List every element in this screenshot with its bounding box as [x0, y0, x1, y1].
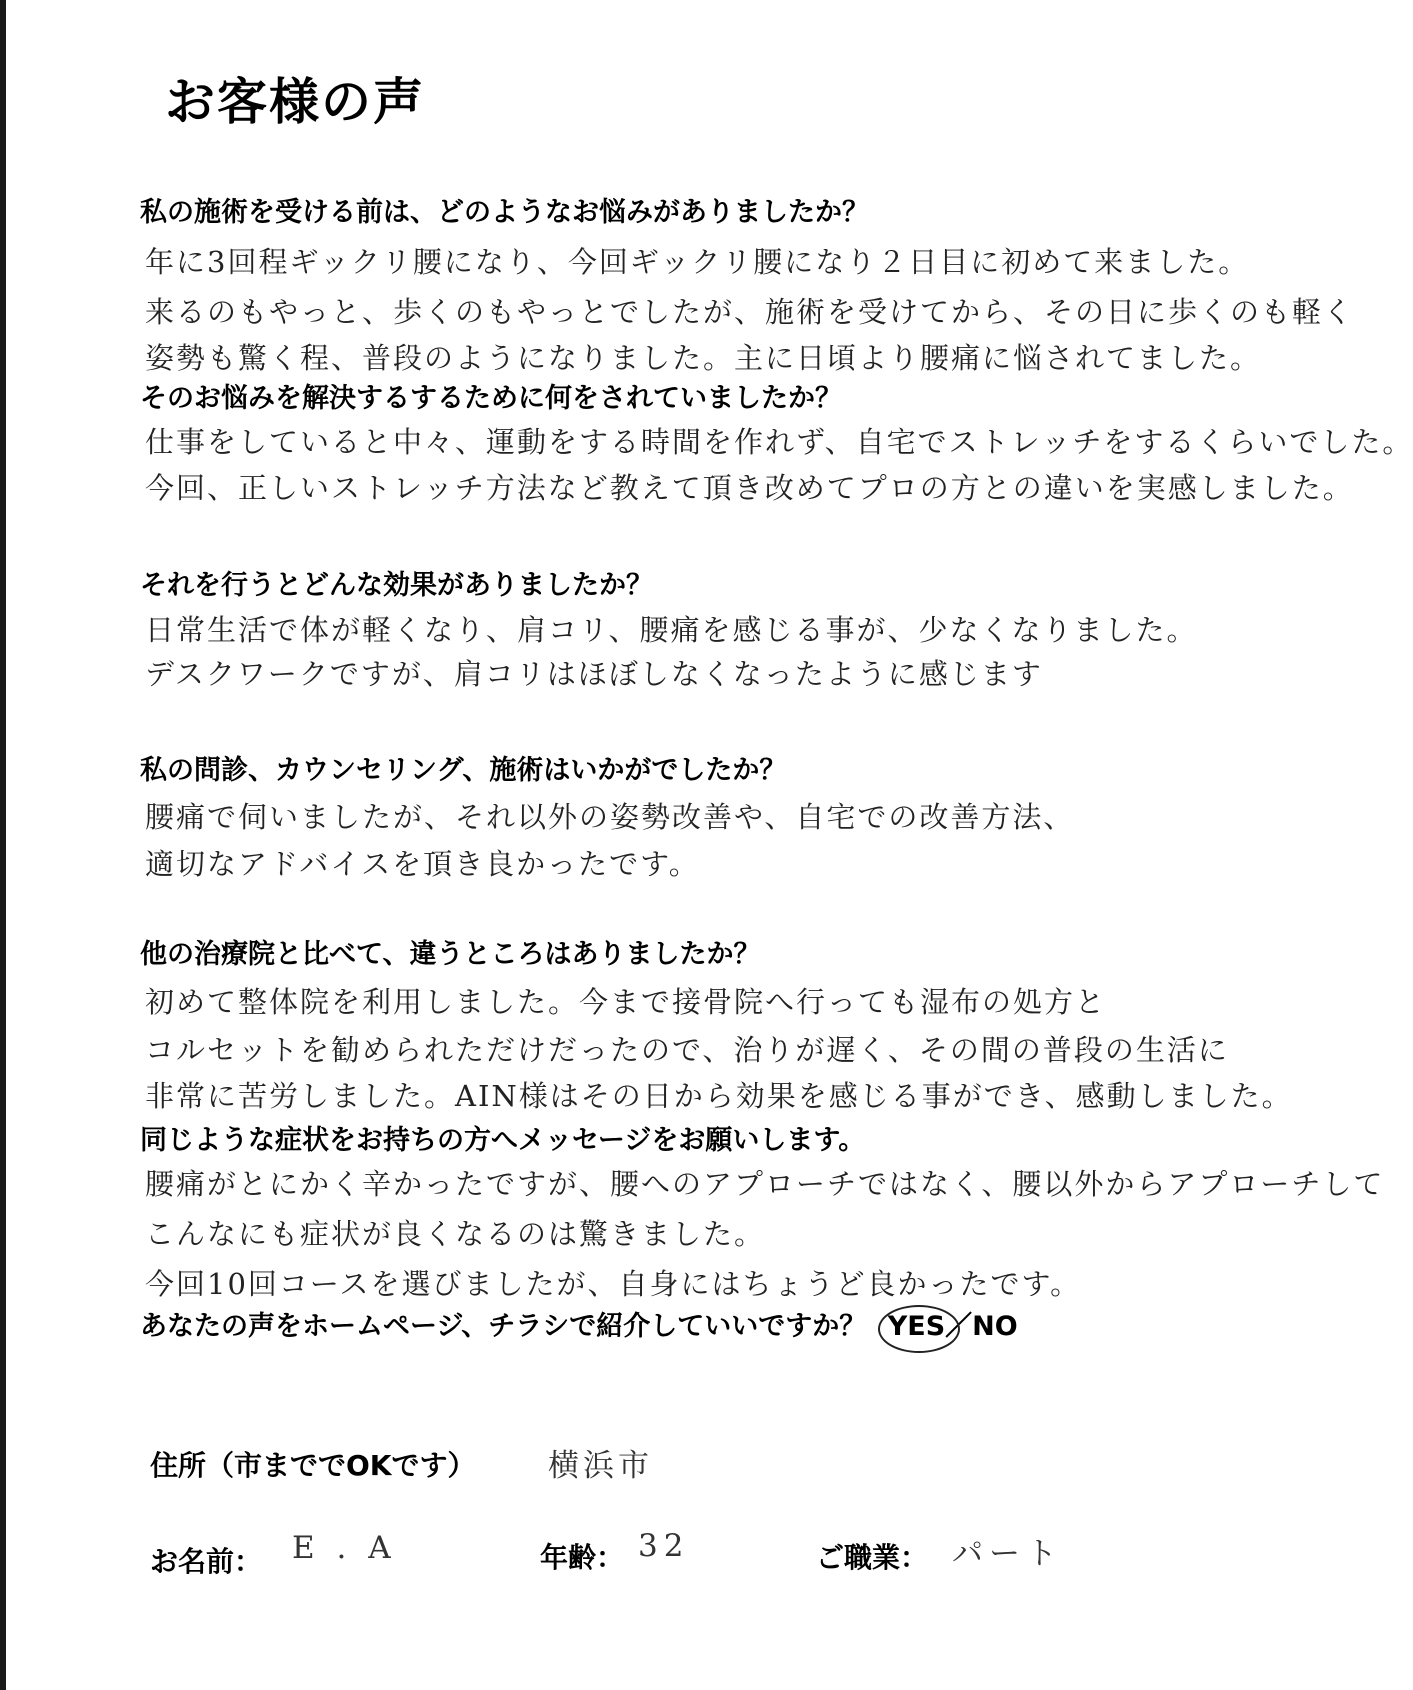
address-label: 住所（市まででOKです）: [150, 1449, 476, 1482]
name-value[interactable]: E . A: [292, 1530, 397, 1566]
answer-5-line-1: 初めて整体院を利用しました。今まで接骨院へ行っても湿布の処方と: [145, 985, 1107, 1019]
answer-5-line-3: 非常に苦労しました。AIN様はその日から効果を感じる事ができ、感動しました。: [145, 1079, 1293, 1113]
age-value[interactable]: 32: [638, 1528, 690, 1564]
consent-options: [888, 1311, 1018, 1342]
question-3: それを行うとどんな効果がありましたか？: [140, 570, 653, 601]
page-title: お客様の声: [165, 73, 425, 131]
answer-3-line-2: デスクワークですが、肩コリはほぼしなくなったように感じます: [145, 657, 1043, 691]
answer-4-line-2: 適切なアドバイスを頂き良かったです。: [145, 847, 700, 881]
answer-4-line-1: 腰痛で伺いましたが、それ以外の姿勢改善や、自宅での改善方法、: [145, 800, 1075, 834]
answer-2-line-2: 今回、正しいストレッチ方法など教えて頂き改めてプロの方との違いを実感しました。: [145, 471, 1354, 505]
consent-yes-label: YES: [887, 1311, 946, 1342]
consent-yes-option[interactable]: [888, 1311, 945, 1342]
scan-edge: [0, 0, 6, 1690]
yes-circle-mark: [878, 1305, 960, 1353]
occupation-value[interactable]: パート: [952, 1536, 1063, 1572]
consent-row: [140, 1304, 1018, 1343]
answer-2-line-1: 仕事をしていると中々、運動をする時間を作れず、自宅でストレッチをするくらいでした。: [145, 425, 1413, 459]
answer-6-line-2: こんなにも症状が良くなるのは驚きました。: [145, 1217, 766, 1251]
question-4: 私の問診、カウンセリング、施術はいかがでしたか？: [140, 755, 787, 786]
age-label: 年齢：: [540, 1541, 625, 1574]
answer-1-line-3: 姿勢も驚く程、普段のようになりました。主に日頃より腰痛に悩されてました。: [145, 341, 1262, 375]
occupation-label: ご職業：: [816, 1541, 929, 1574]
question-6: 同じような症状をお持ちの方へメッセージをお願いします。: [140, 1125, 866, 1156]
answer-6-line-1: 腰痛がとにかく辛かったですが、腰へのアプローチではなく、腰以外からアプローチして: [145, 1167, 1385, 1201]
question-1: 私の施術を受ける前は、どのようなお悩みがありましたか？: [140, 197, 869, 228]
answer-3-line-1: 日常生活で体が軽くなり、肩コリ、腰痛を感じる事が、少なくなりました。: [145, 613, 1198, 647]
consent-separator: ／: [945, 1311, 973, 1342]
name-label: お名前：: [150, 1545, 263, 1578]
answer-1-line-2: 来るのもやっと、歩くのもやっとでしたが、施術を受けてから、その日に歩くのも軽く: [145, 295, 1355, 329]
answer-6-line-3: 今回10回コースを選びましたが、自身にはちょうど良かったです。: [145, 1267, 1082, 1301]
question-5: 他の治療院と比べて、違うところはありましたか？: [140, 939, 761, 970]
address-value[interactable]: 横浜市: [548, 1448, 653, 1484]
answer-5-line-2: コルセットを勧められただけだったので、治りが遅く、その間の普段の生活に: [145, 1033, 1229, 1067]
consent-no-option[interactable]: NO: [972, 1311, 1018, 1342]
question-2: そのお悩みを解決するするために何をされていましたか？: [140, 383, 842, 414]
answer-1-line-1: 年に3回程ギックリ腰になり、今回ギックリ腰になり２日目に初めて来ました。: [145, 245, 1250, 279]
consent-question: あなたの声をホームページ、チラシで紹介していいですか？: [140, 1311, 867, 1342]
